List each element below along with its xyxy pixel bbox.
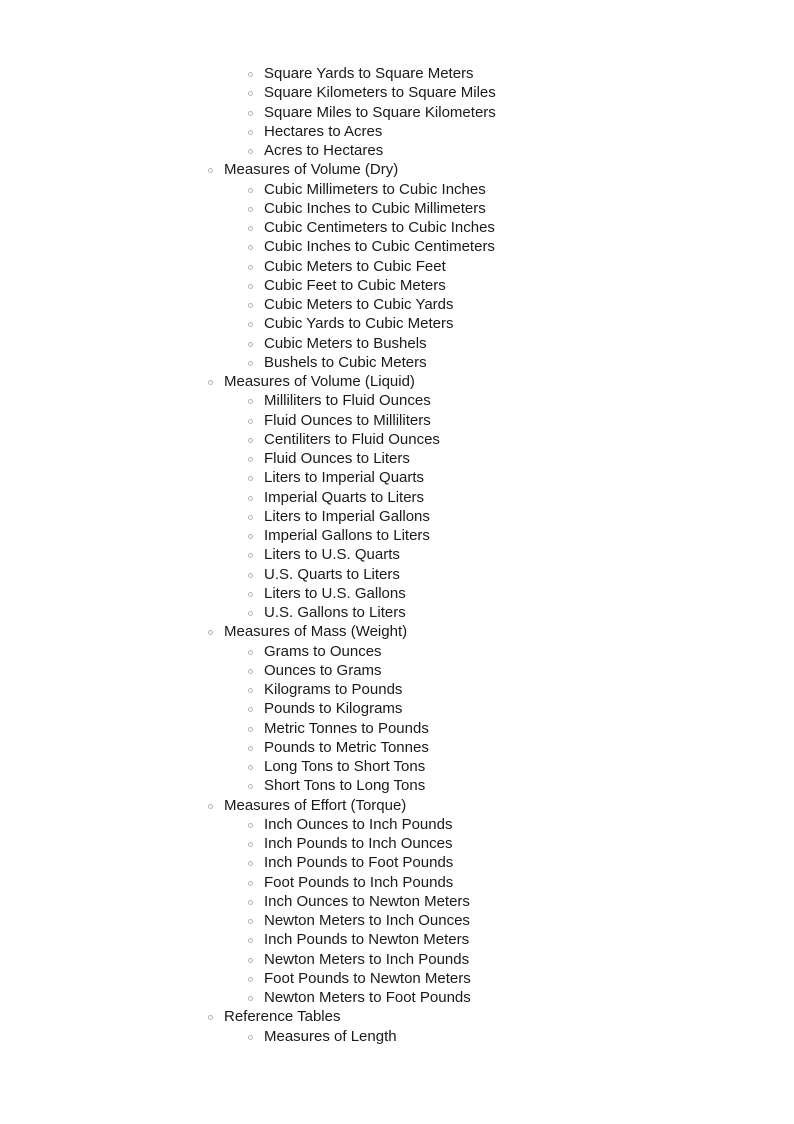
- bullet-icon: [248, 650, 253, 655]
- outline-link-item[interactable]: [0, 950, 794, 969]
- outline-link-label[interactable]: Inch Pounds to Inch Ounces: [264, 835, 453, 852]
- bullet-icon: [248, 553, 253, 558]
- outline-link-item[interactable]: [0, 430, 794, 449]
- outline-link-label[interactable]: Fluid Ounces to Milliliters: [264, 411, 431, 429]
- bullet-icon: [208, 804, 213, 809]
- outline-link-item[interactable]: [0, 680, 794, 699]
- outline-list: [0, 64, 794, 1046]
- bullet-icon: [248, 958, 253, 963]
- bullet-icon: [248, 746, 253, 751]
- bullet-icon: [248, 284, 253, 289]
- outline-link-label[interactable]: Cubic Millimeters to Cubic Inches: [264, 180, 486, 198]
- outline-link-item[interactable]: [0, 64, 794, 83]
- outline-link-item[interactable]: [0, 545, 794, 564]
- bullet-icon: [248, 188, 253, 193]
- bullet-icon: [248, 900, 253, 905]
- bullet-icon: [248, 496, 253, 501]
- bullet-icon: [208, 630, 213, 635]
- outline-link-item[interactable]: [0, 892, 794, 911]
- bullet-icon: [248, 322, 253, 327]
- outline-link-label[interactable]: Liters to Imperial Quarts: [264, 469, 425, 487]
- outline-link-item[interactable]: [0, 488, 794, 507]
- bullet-icon: [248, 977, 253, 982]
- outline-link-item[interactable]: [0, 584, 794, 603]
- bullet-icon: [248, 207, 253, 212]
- bullet-icon: [208, 168, 213, 173]
- outline-link-label[interactable]: Cubic Inches to Cubic Millimeters: [264, 199, 486, 217]
- outline-link-label[interactable]: Long Tons to Short Tons: [264, 758, 426, 775]
- outline-link-label[interactable]: Kilograms to Pounds: [264, 681, 403, 698]
- bullet-icon: [248, 688, 253, 693]
- bullet-icon: [248, 707, 253, 712]
- outline-link-label[interactable]: Fluid Ounces to Liters: [264, 450, 410, 467]
- outline-link-item[interactable]: [0, 738, 794, 757]
- outline-link-item[interactable]: [0, 295, 794, 314]
- outline-link-label[interactable]: Metric Tonnes to Pounds: [264, 719, 429, 737]
- outline-section-label[interactable]: Measures of Volume (Dry): [224, 161, 399, 179]
- outline-link-item[interactable]: [0, 180, 794, 199]
- outline-link-item[interactable]: [0, 815, 794, 834]
- outline-link-label[interactable]: Cubic Meters to Bushels: [264, 334, 427, 352]
- outline-link-label[interactable]: Newton Meters to Inch Ounces: [264, 912, 470, 929]
- outline-link-label[interactable]: Measures of Length: [264, 1027, 397, 1045]
- outline-link-label[interactable]: U.S. Gallons to Liters: [264, 604, 406, 621]
- bullet-icon: [248, 611, 253, 616]
- outline-link-item[interactable]: [0, 334, 794, 353]
- outline-section-item[interactable]: [0, 796, 794, 815]
- outline-link-item[interactable]: [0, 873, 794, 892]
- bullet-icon: [248, 881, 253, 886]
- outline-link-label[interactable]: Foot Pounds to Inch Pounds: [264, 873, 454, 891]
- outline-link-item[interactable]: [0, 237, 794, 256]
- outline-link-item[interactable]: [0, 468, 794, 487]
- outline-link-label[interactable]: Cubic Inches to Cubic Centimeters: [264, 238, 495, 256]
- outline-link-item[interactable]: [0, 507, 794, 526]
- outline-link-item[interactable]: [0, 969, 794, 988]
- outline-section-item[interactable]: [0, 372, 794, 391]
- outline-link-label[interactable]: Inch Ounces to Inch Pounds: [264, 815, 453, 833]
- outline-link-item[interactable]: [0, 391, 794, 410]
- bullet-icon: [248, 823, 253, 828]
- bullet-icon: [248, 419, 253, 424]
- bullet-icon: [248, 72, 253, 77]
- outline-link-item[interactable]: [0, 199, 794, 218]
- bullet-icon: [248, 592, 253, 597]
- bullet-icon: [248, 1035, 253, 1040]
- outline-link-item[interactable]: [0, 565, 794, 584]
- outline-link-label[interactable]: Newton Meters to Foot Pounds: [264, 989, 471, 1006]
- outline-link-item[interactable]: [0, 257, 794, 276]
- bullet-icon: [248, 727, 253, 732]
- outline-section-label[interactable]: Reference Tables: [224, 1008, 341, 1026]
- bullet-icon: [248, 265, 253, 270]
- outline-link-label[interactable]: Liters to U.S. Gallons: [264, 584, 406, 602]
- outline-link-label[interactable]: Newton Meters to Inch Pounds: [264, 950, 470, 968]
- outline-link-item[interactable]: [0, 603, 794, 622]
- outline-section-item[interactable]: [0, 622, 794, 641]
- outline-section-label[interactable]: Measures of Mass (Weight): [224, 623, 408, 641]
- outline-link-label[interactable]: Imperial Gallons to Liters: [264, 527, 430, 544]
- bullet-icon: [248, 534, 253, 539]
- bullet-icon: [208, 380, 213, 385]
- outline-link-item[interactable]: [0, 83, 794, 102]
- outline-link-label[interactable]: Inch Ounces to Newton Meters: [264, 892, 470, 910]
- outline-link-item[interactable]: [0, 411, 794, 430]
- bullet-icon: [208, 1015, 213, 1020]
- bullet-icon: [248, 669, 253, 674]
- outline-link-label[interactable]: Inch Pounds to Newton Meters: [264, 931, 470, 949]
- bullet-icon: [248, 457, 253, 462]
- outline-link-item[interactable]: [0, 699, 794, 718]
- bullet-icon: [248, 938, 253, 943]
- bullet-icon: [248, 111, 253, 116]
- bullet-icon: [248, 303, 253, 308]
- outline-link-label[interactable]: Cubic Meters to Cubic Yards: [264, 296, 454, 313]
- bullet-icon: [248, 342, 253, 347]
- outline-link-label[interactable]: Centiliters to Fluid Ounces: [264, 430, 440, 448]
- outline-link-item[interactable]: [0, 141, 794, 160]
- outline-link-label[interactable]: Cubic Feet to Cubic Meters: [264, 276, 446, 294]
- bullet-icon: [248, 515, 253, 520]
- bullet-icon: [248, 245, 253, 250]
- outline-link-item[interactable]: [0, 853, 794, 872]
- outline-link-label[interactable]: Cubic Yards to Cubic Meters: [264, 315, 454, 333]
- outline-link-label[interactable]: Square Yards to Square Meters: [264, 65, 474, 82]
- bullet-icon: [248, 361, 253, 366]
- bullet-icon: [248, 784, 253, 789]
- outline-link-label[interactable]: Pounds to Metric Tonnes: [264, 738, 429, 756]
- outline-link-item[interactable]: [0, 834, 794, 853]
- outline-link-item[interactable]: [0, 122, 794, 141]
- outline-link-item[interactable]: [0, 988, 794, 1007]
- outline-link-label[interactable]: Hectares to Acres: [264, 122, 383, 140]
- bullet-icon: [248, 919, 253, 924]
- bullet-icon: [248, 226, 253, 231]
- bullet-icon: [248, 842, 253, 847]
- outline-link-label[interactable]: Cubic Meters to Cubic Feet: [264, 257, 446, 275]
- bullet-icon: [248, 476, 253, 481]
- bullet-icon: [248, 765, 253, 770]
- outline-section-label[interactable]: Measures of Effort (Torque): [224, 796, 407, 814]
- outline-link-item[interactable]: [0, 218, 794, 237]
- outline-link-label[interactable]: Liters to U.S. Quarts: [264, 546, 400, 564]
- outline-section-label[interactable]: Measures of Volume (Liquid): [224, 373, 415, 390]
- outline-link-item[interactable]: [0, 776, 794, 795]
- bullet-icon: [248, 91, 253, 96]
- outline-link-label[interactable]: Square Kilometers to Square Miles: [264, 84, 496, 102]
- outline-section-item[interactable]: [0, 1007, 794, 1026]
- outline-link-label[interactable]: Imperial Quarts to Liters: [264, 488, 425, 506]
- outline-link-item[interactable]: [0, 719, 794, 738]
- outline-link-item[interactable]: [0, 103, 794, 122]
- outline-link-item[interactable]: [0, 911, 794, 930]
- outline-link-label[interactable]: Inch Pounds to Foot Pounds: [264, 854, 454, 872]
- outline-link-label[interactable]: Square Miles to Square Kilometers: [264, 103, 496, 121]
- outline-link-item[interactable]: [0, 449, 794, 468]
- outline-link-label[interactable]: Grams to Ounces: [264, 642, 382, 660]
- bullet-icon: [248, 861, 253, 866]
- outline-link-item[interactable]: [0, 661, 794, 680]
- outline-link-item[interactable]: [0, 1027, 794, 1046]
- outline-link-item[interactable]: [0, 526, 794, 545]
- outline-link-item[interactable]: [0, 353, 794, 372]
- outline-link-label[interactable]: Foot Pounds to Newton Meters: [264, 969, 471, 987]
- outline-link-item[interactable]: [0, 757, 794, 776]
- outline-link-label[interactable]: Liters to Imperial Gallons: [264, 507, 430, 525]
- bullet-icon: [248, 573, 253, 578]
- outline-link-label[interactable]: Milliliters to Fluid Ounces: [264, 392, 431, 410]
- outline-link-label[interactable]: U.S. Quarts to Liters: [264, 565, 400, 583]
- bullet-icon: [248, 130, 253, 135]
- outline-link-label[interactable]: Bushels to Cubic Meters: [264, 353, 427, 371]
- bullet-icon: [248, 438, 253, 443]
- outline-section-item[interactable]: [0, 160, 794, 179]
- outline-link-item[interactable]: [0, 314, 794, 333]
- outline-link-label[interactable]: Acres to Hectares: [264, 142, 384, 159]
- outline-link-label[interactable]: Pounds to Kilograms: [264, 700, 403, 718]
- outline-link-label[interactable]: Short Tons to Long Tons: [264, 777, 426, 795]
- bullet-icon: [248, 149, 253, 154]
- outline-link-item[interactable]: [0, 642, 794, 661]
- outline-link-label[interactable]: Ounces to Grams: [264, 661, 382, 679]
- bullet-icon: [248, 996, 253, 1001]
- outline-link-item[interactable]: [0, 276, 794, 295]
- outline-link-item[interactable]: [0, 930, 794, 949]
- bullet-icon: [248, 399, 253, 404]
- outline-link-label[interactable]: Cubic Centimeters to Cubic Inches: [264, 219, 495, 236]
